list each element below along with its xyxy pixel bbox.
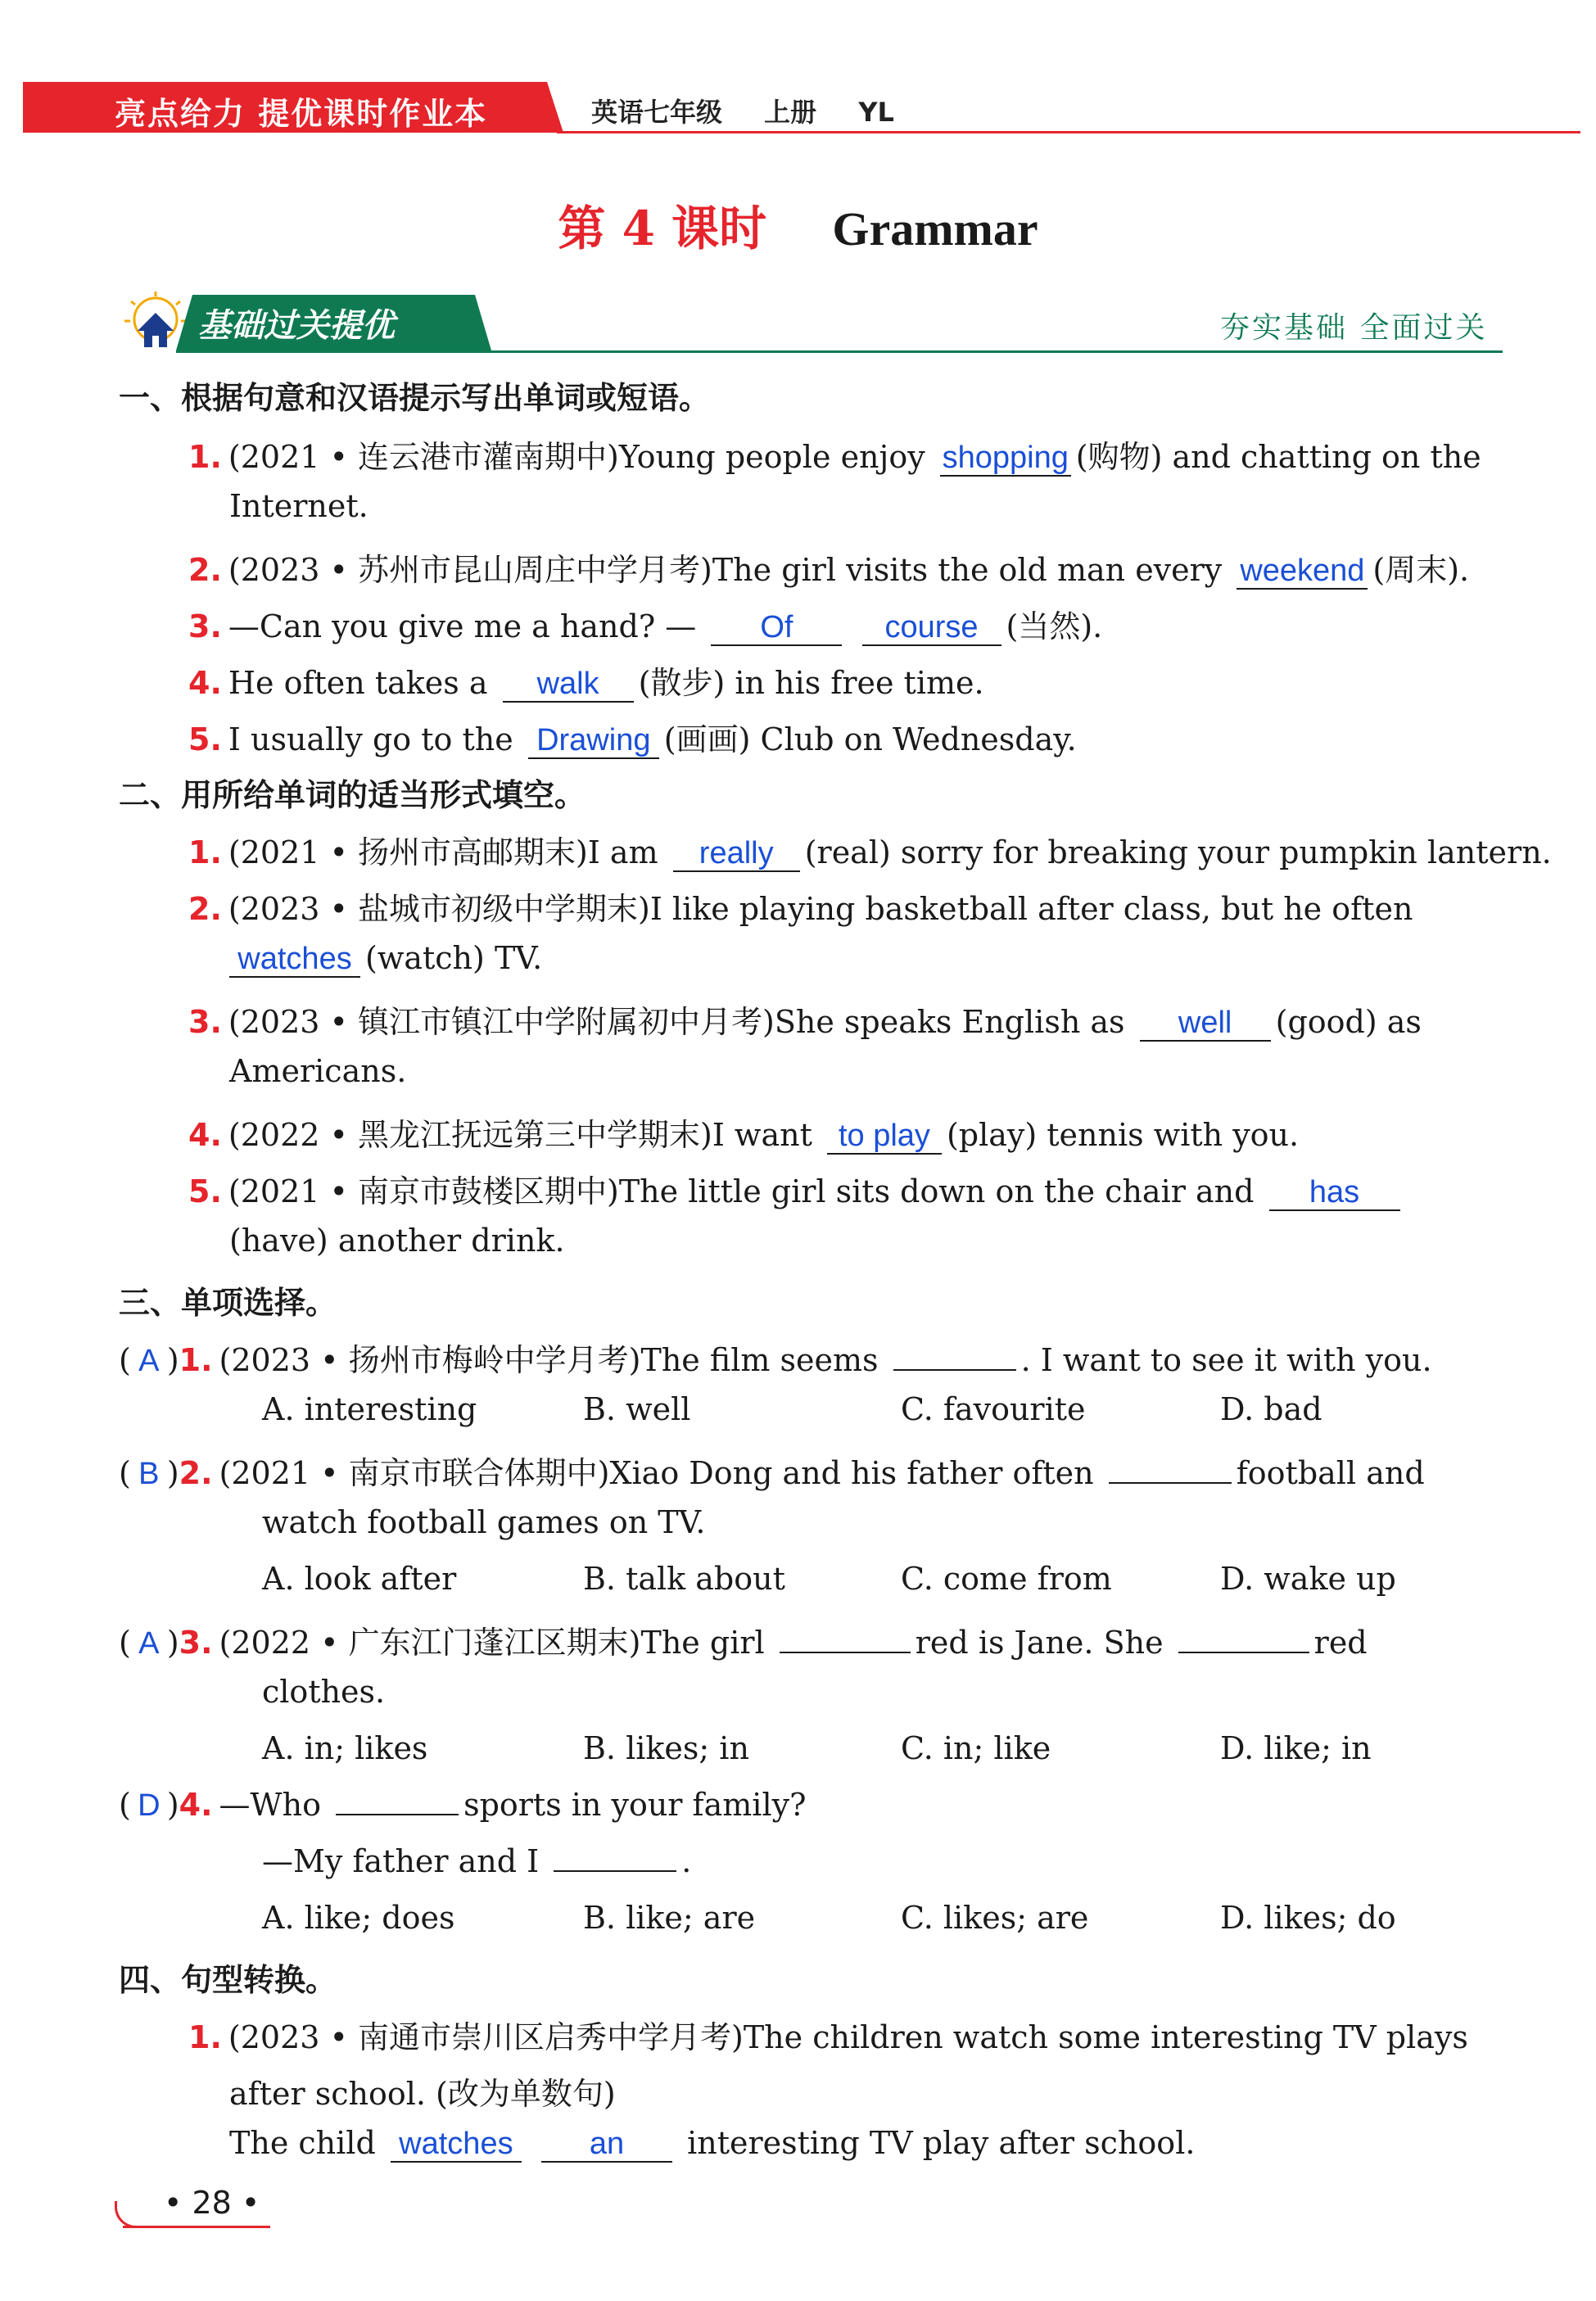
choice-answer[interactable]: A [138, 1626, 160, 1661]
answer-blank[interactable]: well [1140, 1007, 1271, 1042]
page-title [0, 190, 1596, 259]
part2-q3-cont: Americans. [229, 1053, 407, 1089]
part2-q1 [188, 827, 1552, 872]
question-text: (2021 • 连云港市灌南期中)Young people enjoy [228, 439, 925, 475]
part1-q2 [188, 545, 1469, 590]
question-text: (2023 • 扬州市梅岭中学月考)The film seems [219, 1342, 879, 1378]
part4-q1 [188, 2012, 1468, 2057]
part3-heading: 三、单项选择。 [119, 1285, 337, 1321]
question-number: 1. [188, 834, 222, 870]
header-rule [557, 131, 1580, 133]
option-b[interactable]: B. like; are [583, 1900, 756, 1936]
part2-q5 [188, 1166, 1405, 1211]
question-text: (watch) TV. [365, 940, 543, 976]
question-text: —My father and I [262, 1843, 540, 1879]
option-c[interactable]: C. come from [901, 1561, 1112, 1597]
part3-q1: ( A )1. (2023 • 扬州市梅岭中学月考)The film seems . I want to see it with you. [119, 1342, 1432, 1378]
part2-q4 [188, 1110, 1299, 1155]
part2-q5-cont: (have) another drink. [229, 1223, 565, 1259]
question-text: red is Jane. She [915, 1625, 1164, 1661]
choice-answer[interactable]: B [138, 1457, 160, 1491]
question-text: (当然). [1006, 608, 1103, 644]
part1-heading: 一、根据句意和汉语提示写出单词或短语。 [119, 380, 711, 416]
answer-blank[interactable] [554, 1870, 676, 1872]
question-text: sports in your family? [463, 1787, 807, 1823]
option-b[interactable]: B. well [583, 1391, 691, 1427]
answer-blank[interactable]: Drawing [528, 725, 659, 759]
answer-blank[interactable] [336, 1814, 459, 1815]
option-d[interactable]: D. wake up [1220, 1561, 1396, 1597]
question-text: football and [1236, 1455, 1425, 1491]
question-text: (2021 • 扬州市高邮期末)I am [228, 834, 658, 870]
option-a[interactable]: A. in; likes [262, 1730, 428, 1766]
question-text: (2021 • 南京市鼓楼区期中)The little girl sits down on the chair and [228, 1173, 1255, 1209]
question-text: . [681, 1843, 692, 1879]
question-text: —Can you give me a hand? — [228, 608, 697, 644]
part1-q5 [188, 714, 1077, 759]
question-number: 4. [179, 1787, 213, 1823]
part3-q3: ( A )3. (2022 • 广东江门蓬江区期末)The girl red is Jane. She red [119, 1625, 1368, 1661]
option-c[interactable]: C. likes; are [901, 1900, 1089, 1936]
part3-q4: ( D )4. —Who sports in your family? [119, 1787, 807, 1823]
answer-blank[interactable]: Of [711, 612, 842, 646]
lesson-topic: Grammar [832, 202, 1038, 255]
part1-q3 [188, 601, 1102, 646]
question-text: (周末). [1372, 552, 1470, 588]
answer-blank[interactable] [1178, 1652, 1309, 1653]
question-text: —Who [219, 1787, 321, 1823]
question-text: (2021 • 南京市联合体期中)Xiao Dong and his father often [219, 1455, 1094, 1491]
question-text: (real) sorry for breaking your pumpkin lantern. [804, 834, 1552, 870]
question-text: (画画) Club on Wednesday. [663, 721, 1077, 757]
lesson-label: 第 4 课时 [558, 201, 767, 256]
part2-q3 [188, 997, 1422, 1042]
answer-blank[interactable]: has [1269, 1177, 1400, 1211]
question-number: 3. [188, 608, 222, 644]
page-number: • 28 • [164, 2185, 260, 2221]
header-edition: YL [858, 97, 894, 128]
question-text: (散步) in his free time. [638, 665, 984, 701]
part3-q3-cont: clothes. [262, 1674, 386, 1710]
footer-rule [123, 2226, 270, 2228]
footer-hook [115, 2201, 150, 2228]
section-slogan: 夯实基础 全面过关 [1220, 311, 1488, 345]
answer-blank[interactable]: watches [391, 2128, 522, 2163]
part3-q4-line2 [262, 1843, 691, 1879]
answer-blank[interactable] [780, 1652, 911, 1653]
question-number: 1. [188, 2019, 222, 2055]
answer-blank[interactable] [893, 1369, 1016, 1371]
question-number: 3. [179, 1625, 213, 1661]
answer-blank[interactable]: an [541, 2128, 672, 2163]
part3-q2: ( B )2. (2021 • 南京市联合体期中)Xiao Dong and his father often football and [119, 1455, 1425, 1491]
option-a[interactable]: A. interesting [262, 1391, 477, 1427]
header-subject-info [591, 92, 927, 129]
question-text: He often takes a [228, 665, 488, 701]
section-badge-label: 基础过关提优 [198, 307, 395, 345]
question-number: 5. [188, 1173, 222, 1209]
question-text: red [1313, 1625, 1368, 1661]
question-text: (2023 • 盐城市初级中学期末)I like playing basketball after class, but he often [228, 891, 1413, 927]
header-volume: 上册 [764, 97, 817, 128]
answer-blank[interactable]: weekend [1237, 555, 1368, 590]
answer-blank[interactable]: course [862, 612, 1001, 646]
choice-answer[interactable]: D [138, 1788, 161, 1823]
part4-q1-cont: after school. (改为单数句) [229, 2076, 616, 2112]
choice-answer[interactable]: A [138, 1344, 160, 1378]
option-d[interactable]: D. bad [1220, 1391, 1322, 1427]
option-c[interactable]: C. favourite [901, 1391, 1086, 1427]
question-text: (2023 • 镇江市镇江中学附属初中月考)She speaks English as [228, 1004, 1125, 1040]
option-a[interactable]: A. like; does [262, 1900, 455, 1936]
question-text: The child [229, 2125, 376, 2161]
answer-blank[interactable] [1109, 1482, 1232, 1484]
question-number: 2. [179, 1455, 213, 1491]
part2-q2-cont [224, 940, 542, 978]
question-number: 1. [188, 439, 222, 475]
question-text: I usually go to the [228, 721, 513, 757]
part1-q4 [188, 658, 984, 703]
header-subject: 英语七年级 [591, 97, 723, 128]
part2-q2 [188, 884, 1413, 929]
part1-q1-cont: Internet. [229, 488, 368, 524]
question-text: (2022 • 黑龙江抚远第三中学期末)I want [228, 1117, 812, 1153]
answer-blank[interactable]: walk [503, 668, 634, 703]
question-text: . I want to see it with you. [1020, 1342, 1432, 1378]
question-number: 5. [188, 721, 222, 757]
question-text: (play) tennis with you. [946, 1117, 1300, 1153]
question-text: (2023 • 南通市崇川区启秀中学月考)The children watch some interesting TV plays [228, 2019, 1468, 2055]
section-rule [176, 350, 1503, 353]
question-text: (购物) and chatting on the [1075, 439, 1481, 475]
part2-heading: 二、用所给单词的适当形式填空。 [119, 777, 586, 813]
part4-heading: 四、句型转换。 [119, 1962, 337, 1998]
question-number: 2. [188, 891, 222, 927]
question-text: (good) as [1275, 1004, 1422, 1040]
question-number: 4. [188, 665, 222, 701]
question-number: 1. [179, 1342, 213, 1378]
answer-blank[interactable]: watches [229, 943, 360, 978]
answer-blank[interactable]: really [673, 838, 800, 872]
question-number: 2. [188, 552, 222, 588]
part3-q2-cont: watch football games on TV. [262, 1504, 706, 1540]
part1-q1 [188, 432, 1481, 477]
option-d[interactable]: D. likes; do [1220, 1900, 1396, 1936]
option-b[interactable]: B. talk about [583, 1561, 785, 1597]
question-number: 3. [188, 1004, 222, 1040]
question-text: (2023 • 苏州市昆山周庄中学月考)The girl visits the old man every [228, 552, 1223, 588]
option-c[interactable]: C. in; like [901, 1730, 1051, 1766]
question-text: (2022 • 广东江门蓬江区期末)The girl [219, 1625, 765, 1661]
answer-blank[interactable]: shopping [940, 442, 1071, 477]
part4-q1-answer-line [229, 2125, 1195, 2163]
answer-blank[interactable]: to play [827, 1120, 942, 1155]
option-d[interactable]: D. like; in [1220, 1730, 1372, 1766]
question-number: 4. [188, 1117, 222, 1153]
option-b[interactable]: B. likes; in [583, 1730, 749, 1766]
option-a[interactable]: A. look after [262, 1561, 457, 1597]
question-text: interesting TV play after school. [687, 2125, 1196, 2161]
header-brand: 亮点给力 提优课时作业本 [115, 96, 488, 132]
